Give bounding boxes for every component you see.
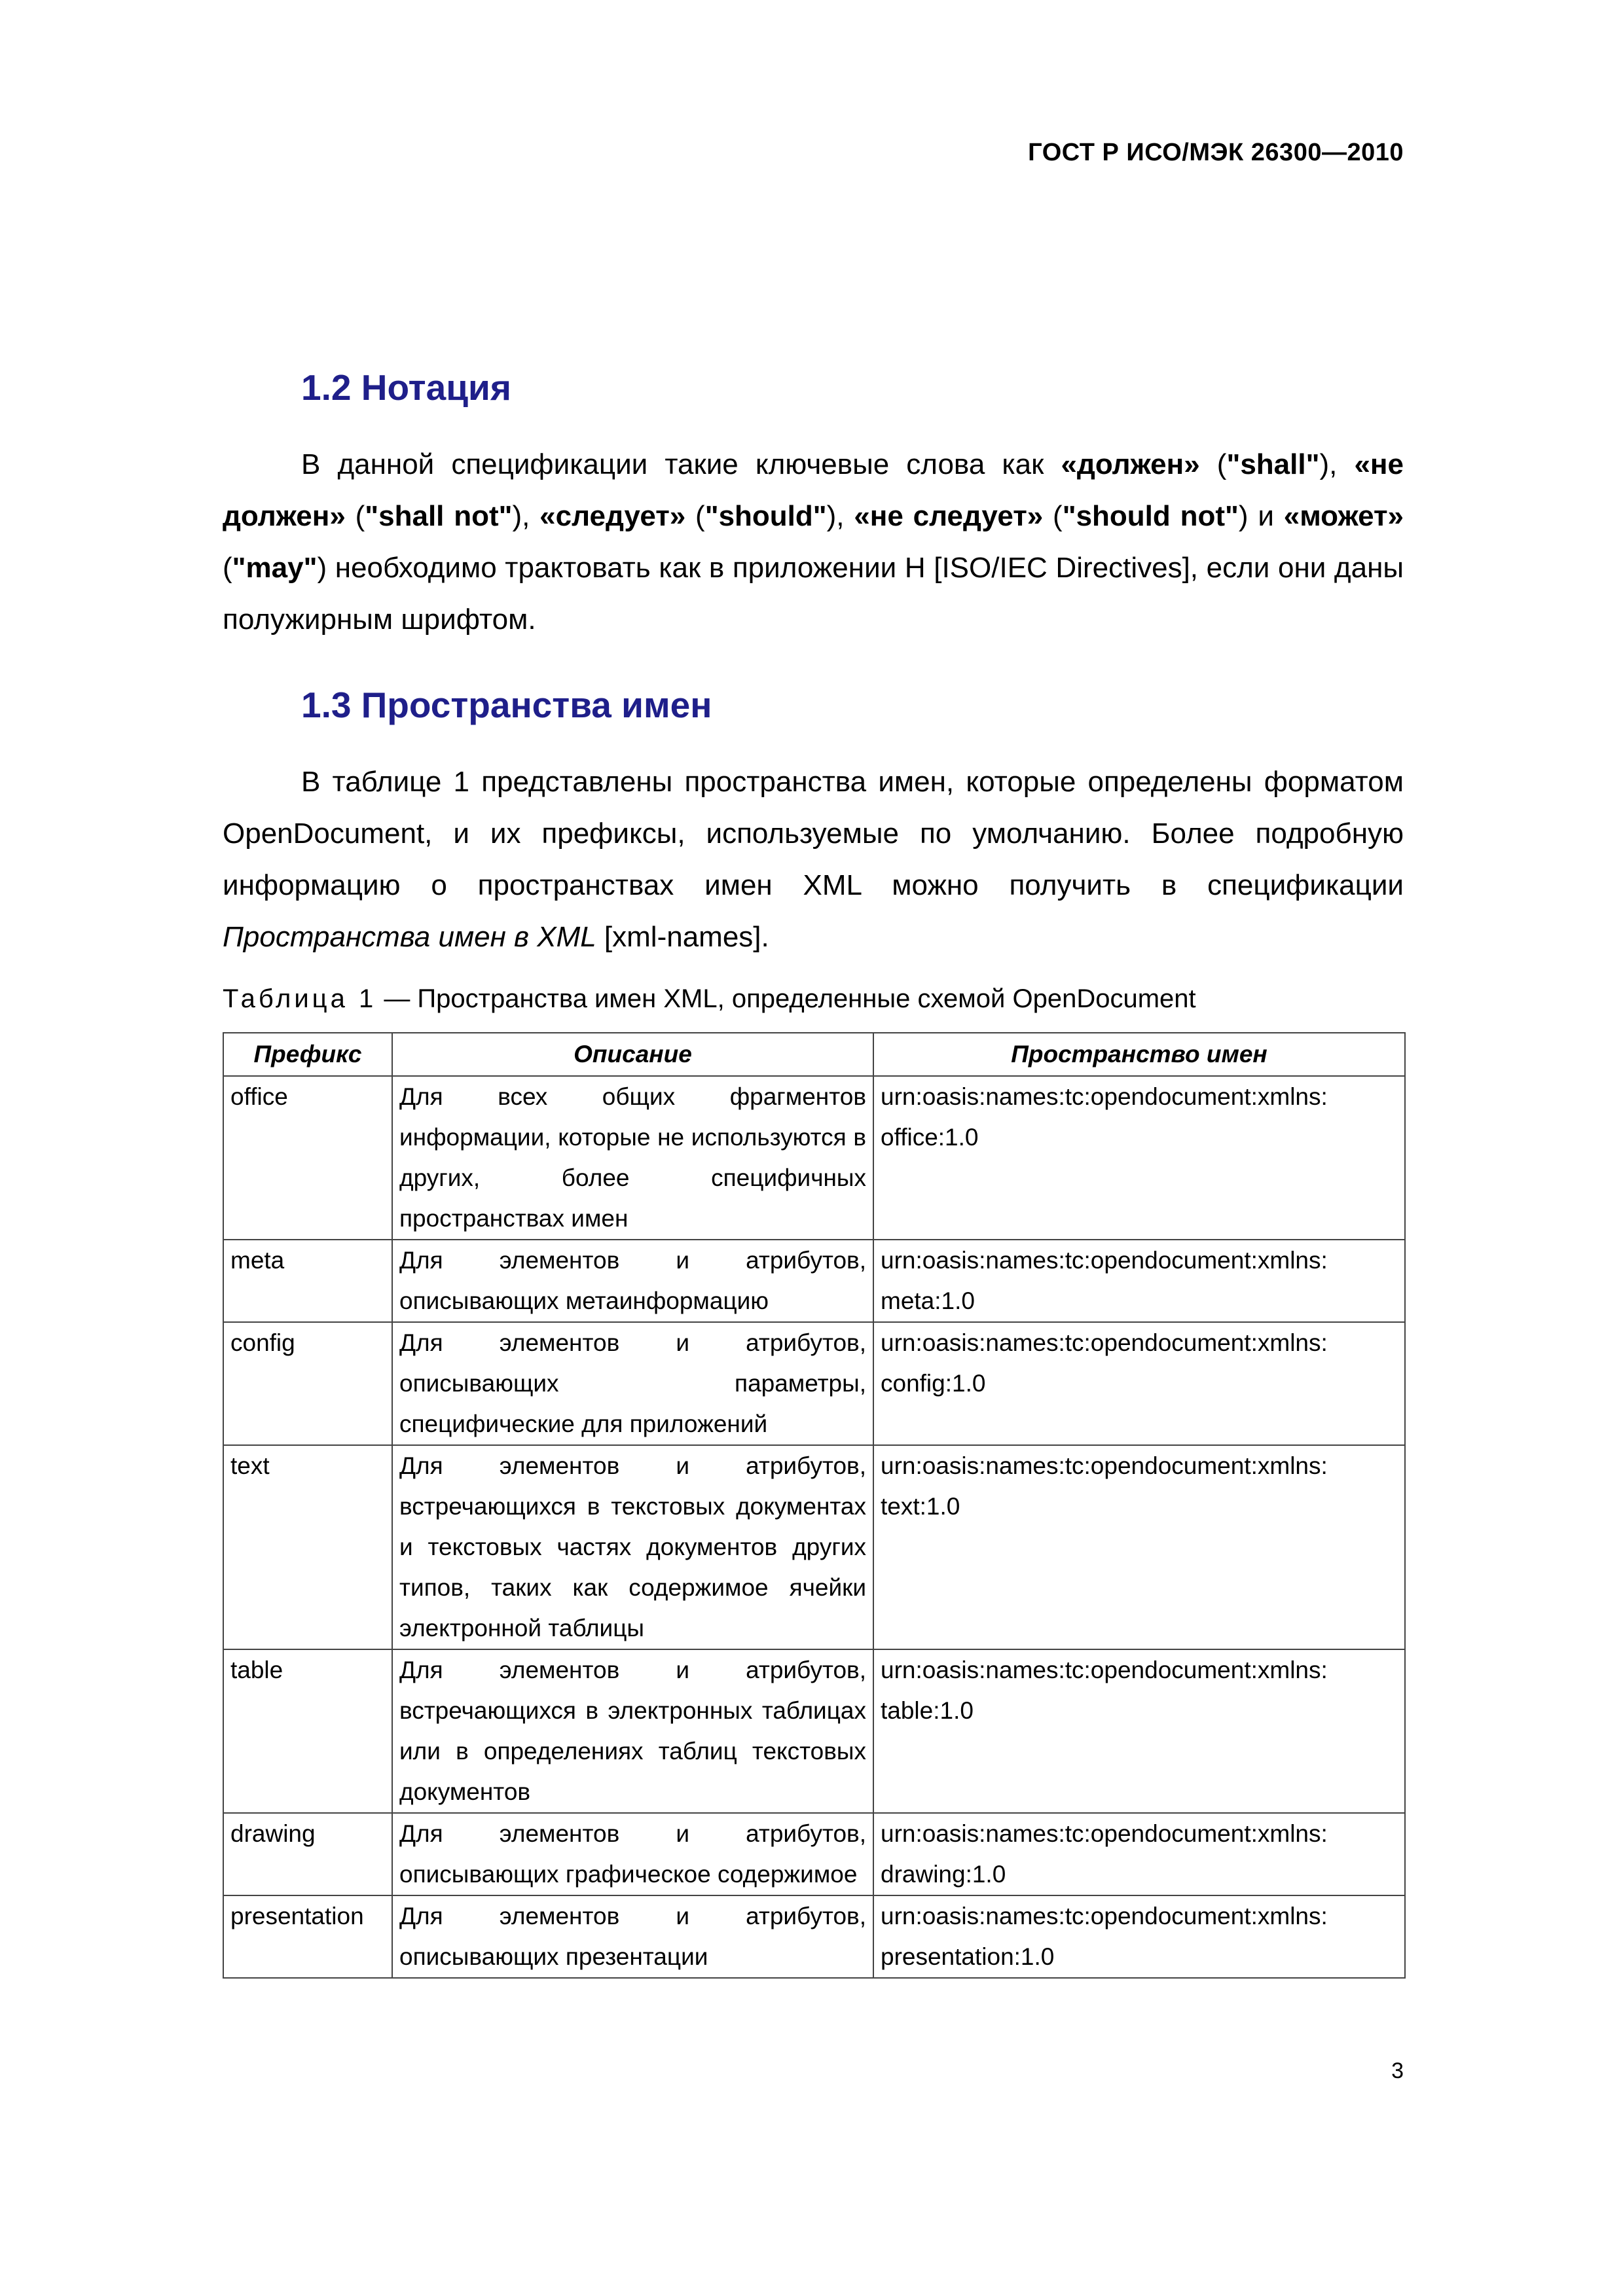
description-cell: Для элементов и атрибутов, описывающих графическое содержимое: [392, 1813, 873, 1895]
namespace-cell: urn:oasis:names:tc:opendocument:xmlns: meta:1.0: [873, 1240, 1405, 1322]
namespace-cell: urn:oasis:names:tc:opendocument:xmlns: office:1.0: [873, 1076, 1405, 1240]
table-row: [223, 1076, 1405, 1240]
text-run: (: [1199, 448, 1227, 480]
table-row: [223, 1240, 1405, 1322]
prefix-cell: office: [223, 1076, 392, 1240]
header-description: Описание: [392, 1033, 873, 1076]
text-run: (: [223, 552, 232, 584]
text-run: [xml-names].: [596, 921, 769, 953]
prefix-cell: config: [223, 1322, 392, 1445]
keyword-shall: «должен»: [1061, 448, 1200, 480]
namespaces-paragraph: [223, 756, 1404, 963]
prefix-cell: text: [223, 1445, 392, 1649]
keyword-shall-en: "shall": [1226, 448, 1320, 480]
keyword-may: «может»: [1283, 500, 1404, 532]
section-heading-notation: 1.2 Нотация: [301, 367, 511, 408]
text-run: ),: [512, 500, 540, 532]
keyword-may-en: "may": [232, 552, 318, 584]
description-cell: Для элементов и атрибутов, встречающихся в текстовых документах и текстовых частях документов других типов, таких как содержимое ячейки электронной таблицы: [392, 1445, 873, 1649]
text-run: ) необходимо трактовать как в приложении H [ISO/IEC Directives], если они даны полужирным шрифтом.: [223, 552, 1404, 636]
text-run: ),: [1319, 448, 1355, 480]
table-row: [223, 1895, 1405, 1978]
section-heading-namespaces: 1.3 Пространства имен: [301, 685, 712, 725]
keyword-should-not-en: "should not": [1062, 500, 1239, 532]
prefix-cell: table: [223, 1649, 392, 1813]
keyword-should-en: "should": [704, 500, 827, 532]
keyword-should-not: «не следует»: [854, 500, 1044, 532]
namespace-cell: urn:oasis:names:tc:opendocument:xmlns: drawing:1.0: [873, 1813, 1405, 1895]
prefix-cell: presentation: [223, 1895, 392, 1978]
namespace-cell: urn:oasis:names:tc:opendocument:xmlns: presentation:1.0: [873, 1895, 1405, 1978]
text-run: В таблице 1 представлены пространства имен, которые определены форматом OpenDocument, и их префиксы, используемые по умолчанию. Более подробную информацию о пространствах имен XML можно получить в спецификации: [223, 766, 1404, 901]
namespace-cell: urn:oasis:names:tc:opendocument:xmlns: text:1.0: [873, 1445, 1405, 1649]
keyword-should: «следует»: [539, 500, 686, 532]
description-cell: Для элементов и атрибутов, описывающих метаинформацию: [392, 1240, 873, 1322]
text-run: (: [685, 500, 705, 532]
table-row: [223, 1649, 1405, 1813]
keyword-shall-not: «не должен»: [223, 448, 1404, 532]
xml-names-title: Пространства имен в XML: [223, 921, 596, 953]
prefix-cell: drawing: [223, 1813, 392, 1895]
text-run: (: [1043, 500, 1063, 532]
table-row: [223, 1813, 1405, 1895]
description-cell: Для элементов и атрибутов, встречающихся в электронных таблицах или в определениях таблиц текстовых документов: [392, 1649, 873, 1813]
description-cell: Для элементов и атрибутов, описывающих презентации: [392, 1895, 873, 1978]
text-run: В данной спецификации такие ключевые слова как: [301, 448, 1061, 480]
table-row: [223, 1445, 1405, 1649]
table-row: [223, 1322, 1405, 1445]
description-cell: Для элементов и атрибутов, описывающих параметры, специфические для приложений: [392, 1322, 873, 1445]
text-run: (: [345, 500, 365, 532]
notation-paragraph: [223, 439, 1404, 645]
table-caption: [223, 982, 1404, 1016]
text-run: ),: [826, 500, 854, 532]
namespace-cell: urn:oasis:names:tc:opendocument:xmlns: config:1.0: [873, 1322, 1405, 1445]
table-caption-label: Таблица 1: [223, 984, 377, 1013]
namespace-cell: urn:oasis:names:tc:opendocument:xmlns: table:1.0: [873, 1649, 1405, 1813]
namespaces-table: [223, 1032, 1406, 1979]
standard-header: ГОСТ Р ИСО/МЭК 26300—2010: [1028, 139, 1404, 166]
header-prefix: Префикс: [223, 1033, 392, 1076]
text-run: ) и: [1238, 500, 1284, 532]
table-header-row: [223, 1033, 1405, 1076]
table-caption-text: — Пространства имен XML, определенные схемой OpenDocument: [376, 984, 1196, 1013]
keyword-shall-not-en: "shall not": [365, 500, 513, 532]
page-number: 3: [1391, 2058, 1404, 2083]
prefix-cell: meta: [223, 1240, 392, 1322]
description-cell: Для всех общих фрагментов информации, которые не используются в других, более специфичных пространствах имен: [392, 1076, 873, 1240]
header-namespace: Пространство имен: [873, 1033, 1405, 1076]
